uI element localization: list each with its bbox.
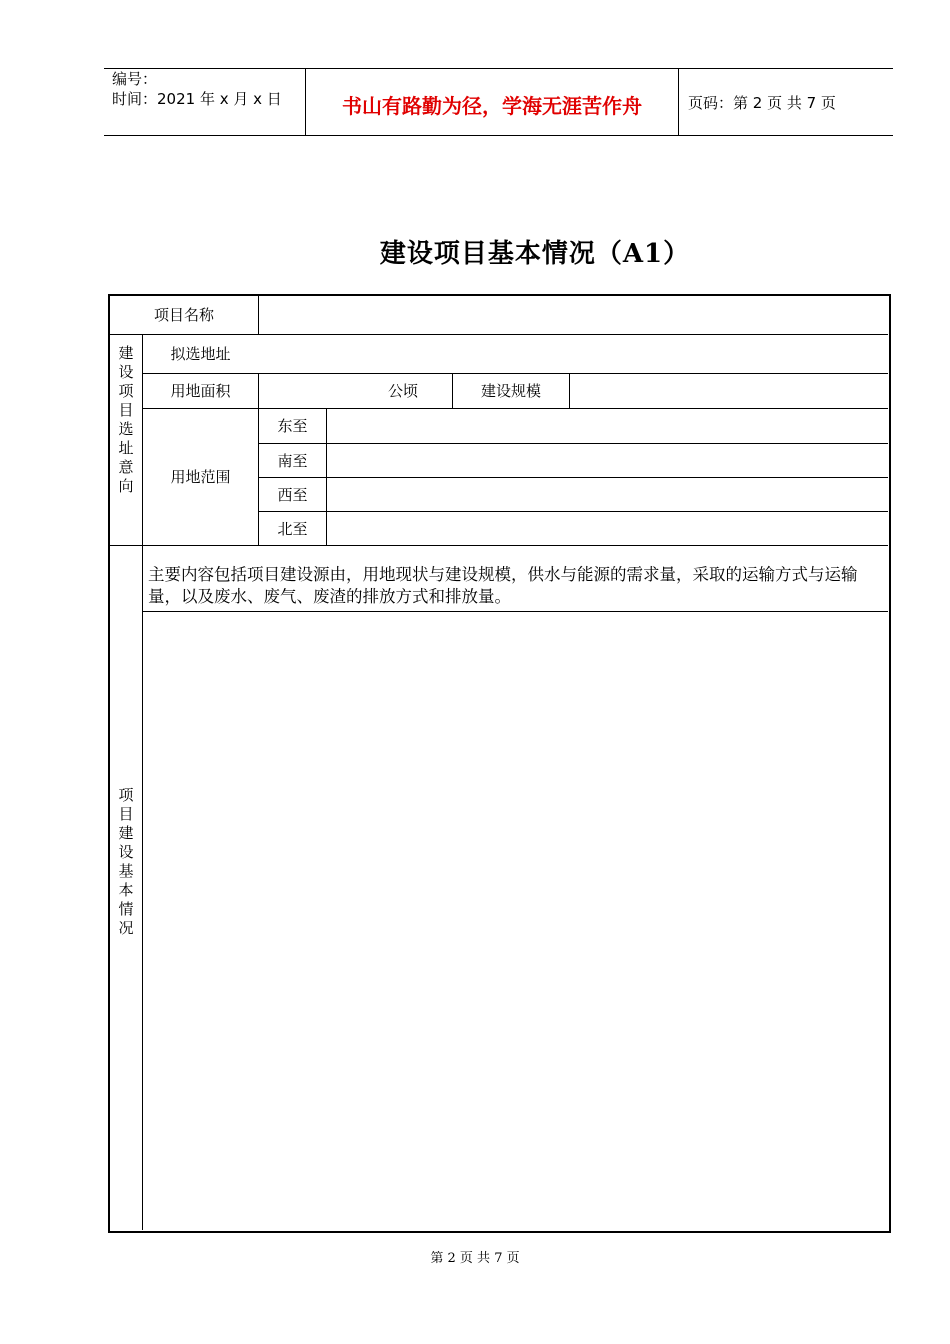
- basic-content-area[interactable]: [143, 612, 887, 1229]
- site-address-field[interactable]: [259, 335, 887, 373]
- site-address-label: 拟选地址: [170, 345, 231, 363]
- page-number-label: 页码：第 2 页 共 7 页: [688, 94, 836, 112]
- boundary-south-field[interactable]: [327, 444, 887, 477]
- serial-number-label: 编号：: [112, 70, 158, 88]
- header-top-rule: [104, 68, 893, 69]
- boundary-east-field[interactable]: [327, 409, 887, 443]
- boundary-south-label: 南至: [277, 451, 308, 470]
- boundary-east-label: 东至: [277, 417, 308, 435]
- boundary-west-field[interactable]: [327, 478, 887, 511]
- land-area-unit: 公顷: [387, 382, 418, 400]
- basic-section-label: 项目建设基本情况: [118, 786, 134, 937]
- boundary-north-field[interactable]: [327, 512, 887, 545]
- date-label: 时间：2021 年 x 月 x 日: [112, 90, 282, 108]
- page-title: 建设项目基本情况（A1）: [379, 239, 691, 269]
- boundary-north-label: 北至: [277, 519, 308, 538]
- header-divider-right: [678, 68, 679, 135]
- site-section-label: 建设项目选址意向: [118, 344, 134, 495]
- land-range-label: 用地范围: [170, 468, 231, 486]
- project-name-label: 项目名称: [153, 306, 214, 324]
- land-area-field[interactable]: [259, 374, 452, 408]
- build-scale-label: 建设规模: [480, 382, 541, 400]
- row-line: [110, 545, 888, 546]
- page-footer: 第 2 页 共 7 页: [430, 1251, 520, 1266]
- basic-description: 主要内容包括项目建设源由，用地现状与建设规模，供水与能源的需求量，采取的运输方式与运输量，以及废水、废气、废渣的排放方式和排放量。: [148, 565, 858, 606]
- project-name-field[interactable]: [259, 296, 887, 334]
- motto: 书山有路勤为径，学海无涯苦作舟: [342, 94, 642, 118]
- boundary-west-label: 西至: [277, 485, 308, 504]
- build-scale-field[interactable]: [570, 374, 887, 408]
- land-area-label: 用地面积: [170, 382, 231, 400]
- header-bottom-rule: [104, 135, 893, 136]
